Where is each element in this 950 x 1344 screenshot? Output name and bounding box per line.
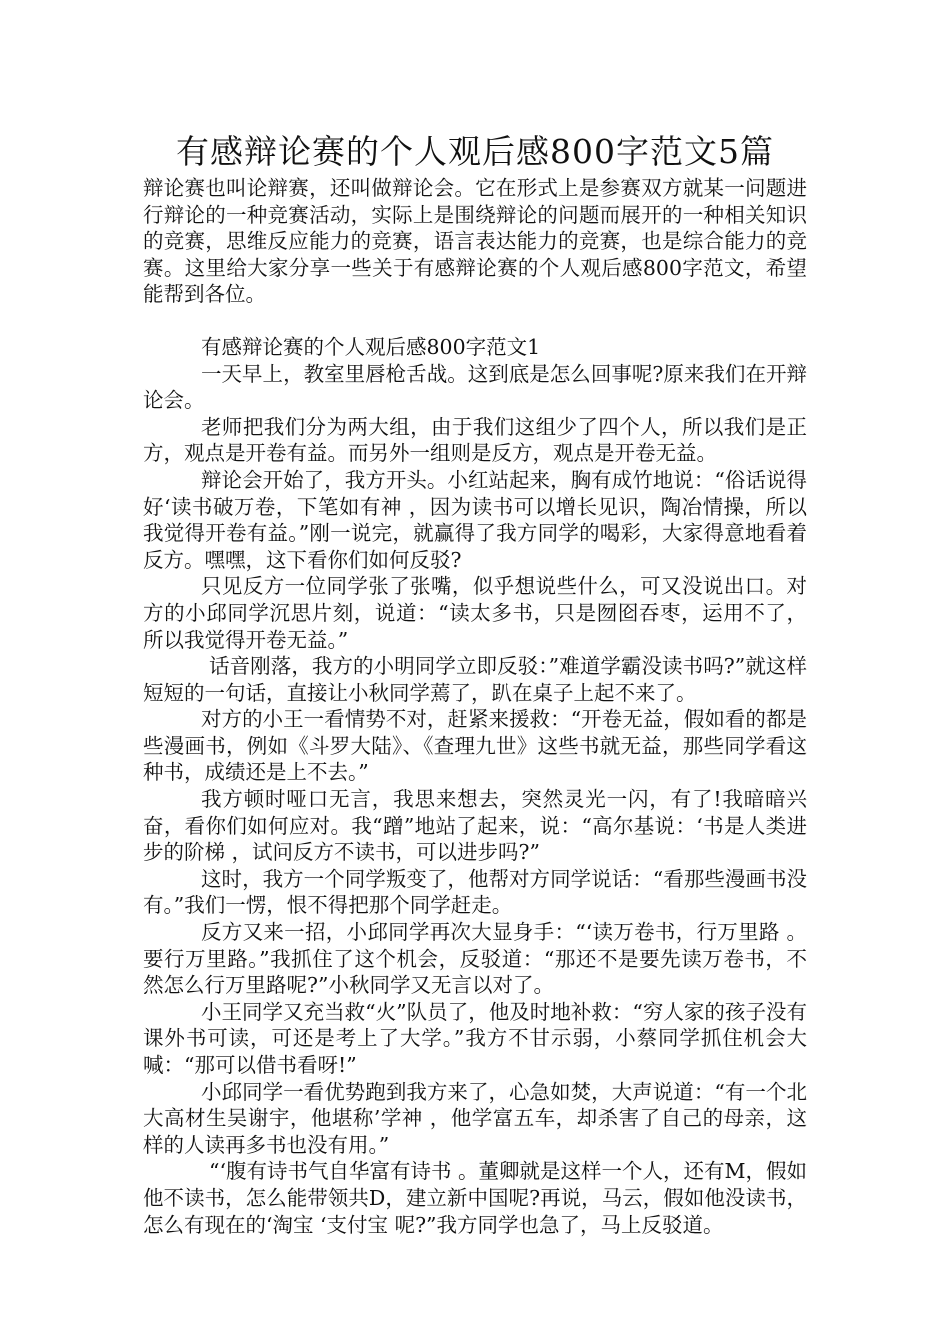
body-paragraph: 我方顿时哑口无言，我思来想去，突然灵光一闪，有了!我暗暗兴奋，看你们如何应对。我“蹭”地站了起来，说：“高尔基说：‘书是人类进步的阶梯 ，试问反方不读书，可以进步吗?” bbox=[143, 787, 807, 865]
body-paragraph: 只见反方一位同学张了张嘴，似乎想说些什么，可又没说出口。对方的小邱同学沉思片刻，说道：“读太多书，只是囫囵吞枣，运用不了，所以我觉得开卷无益。” bbox=[143, 574, 807, 652]
intro-paragraph: 辩论赛也叫论辩赛，还叫做辩论会。它在形式上是参赛双方就某一问题进行辩论的一种竞赛活动，实际上是围绕辩论的问题而展开的一种相关知识的竞赛，思维反应能力的竞赛，语言表达能力的竞赛，也是综合能力的竞赛。这里给大家分享一些关于有感辩论赛的个人观后感800字范文，希望能帮到各位。 bbox=[143, 176, 807, 307]
document-body bbox=[143, 175, 807, 1238]
body-paragraph: 辩论会开始了，我方开头。小红站起来，胸有成竹地说：“俗话说得好‘读书破万卷，下笔如有神 ，因为读书可以增长见识，陶冶情操，所以我觉得开卷有益。”刚一说完，就赢得了我方同学的喝彩，大家得意地看着反方。嘿嘿，这下看你们如何反驳? bbox=[143, 467, 807, 572]
body-paragraph: “‘腹有诗书气自华富有诗书 。董卿就是这样一个人，还有M，假如他不读书，怎么能带领共D，建立新中国呢?再说，马云，假如他没读书，怎么有现在的‘淘宝 ‘支付宝 呢?”我方同学也急了，马上反驳道。 bbox=[143, 1159, 808, 1237]
body-paragraph: 话音刚落，我方的小明同学立即反驳：”难道学霸没读书吗?”就这样短短的一句话，直接让小秋同学蔫了，趴在桌子上起不来了。 bbox=[143, 654, 807, 705]
body-paragraph: 这时，我方一个同学叛变了，他帮对方同学说话：“看那些漫画书没有。”我们一愣，恨不得把那个同学赶走。 bbox=[143, 866, 807, 918]
body-paragraph: 小邱同学一看优势跑到我方来了，心急如焚，大声说道：“有一个北大高材生吴谢宇，他堪称’学神 ，他学富五车，却杀害了自己的母亲，这样的人读再多书也没有用。” bbox=[143, 1079, 807, 1157]
body-paragraph: 一天早上，教室里唇枪舌战。这到底是怎么回事呢?原来我们在开辩论会。 bbox=[143, 361, 807, 413]
page-title: 有感辩论赛的个人观后感800字范文5篇 bbox=[176, 132, 774, 171]
body-paragraph: 小王同学又充当救“火”队员了，他及时地补救：“穷人家的孩子没有课外书可读，可还是考上了大学。”我方不甘示弱，小蔡同学抓住机会大喊：“那可以借书看呀!” bbox=[143, 999, 807, 1077]
body-paragraph: 对方的小王一看情势不对，赶紧来援救：“开卷无益，假如看的都是些漫画书，例如《斗罗大陆》、《查理九世》这些书就无益，那些同学看这种书，成绩还是上不去。” bbox=[143, 707, 807, 785]
body-paragraph: 反方又来一招，小邱同学再次大显身手：“‘读万卷书，行万里路 。要行万里路。”我抓住了这个机会，反驳道：“那还不是要先读万卷书，不然怎么行万里路呢?”小秋同学又无言以对了。 bbox=[143, 920, 807, 998]
body-paragraph: 老师把我们分为两大组，由于我们这组少了四个人，所以我们是正方，观点是开卷有益。而另外一组则是反方，观点是开卷无益。 bbox=[143, 414, 807, 466]
section-heading: 有感辩论赛的个人观后感800字范文1 bbox=[201, 334, 541, 359]
